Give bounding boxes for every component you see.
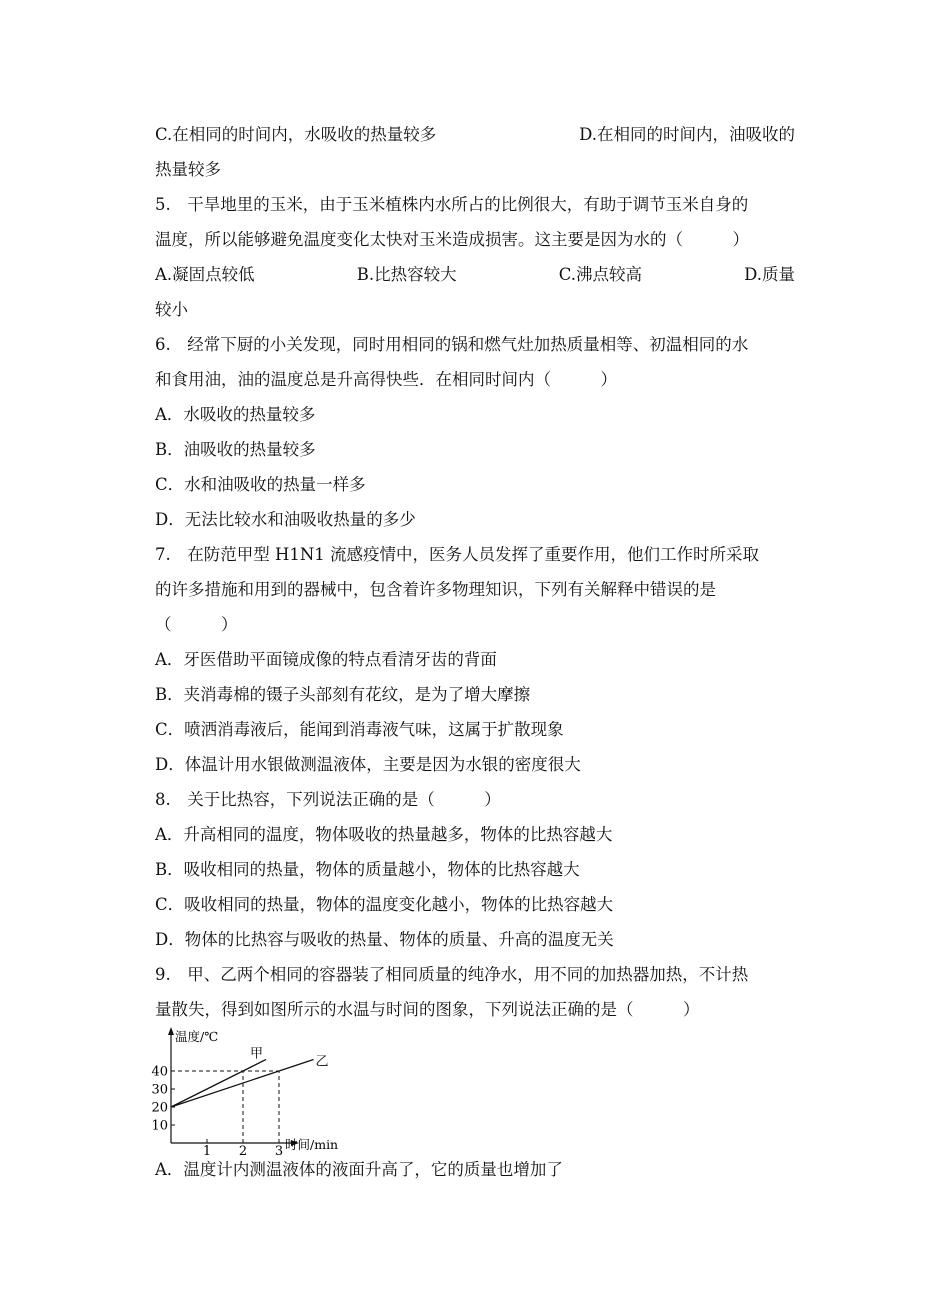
q7-option-b: B．夹消毒棉的镊子头部刻有花纹，是为了增大摩擦 (155, 685, 531, 704)
q5-stem-line2: 温度，所以能够避免温度变化太快对玉米造成损害。这主要是因为水的（ ） (155, 230, 749, 249)
q9-stem-line2: 量散失，得到如图所示的水温与时间的图象，下列说法正确的是（ ） (155, 1000, 700, 1019)
temperature-time-chart (145, 1025, 365, 1155)
q7-option-c: C．喷洒消毒液后，能闻到消毒液气味，这属于扩散现象 (155, 720, 564, 739)
x-tick-label: 1 (202, 1144, 212, 1155)
q8-stem: 8. 关于比热容，下列说法正确的是（ ） (155, 790, 501, 809)
y-axis-label: 温度/℃ (175, 1029, 219, 1044)
q9-stem-line1: 9. 甲、乙两个相同的容器装了相同质量的纯净水，用不同的加热器加热，不计热 (155, 965, 749, 984)
q5-option-b: B.比热容较大 (356, 265, 457, 284)
q4-option-d: D.在相同的时间内，油吸收的 (579, 125, 795, 144)
q6-option-d: D．无法比较水和油吸收热量的多少 (155, 510, 416, 529)
y-tick-label: 40 (151, 1064, 168, 1080)
q5-options (155, 264, 795, 286)
q4-option-c: C.在相同的时间内，水吸收的热量较多 (155, 125, 437, 144)
q7-option-d: D．体温计用水银做测温液体，主要是因为水银的密度很大 (155, 755, 581, 774)
x-tick-label: 2 (238, 1144, 248, 1155)
q4-option-d-cont: 热量较多 (155, 160, 221, 179)
q6-stem-line1: 6. 经常下厨的小关发现，同时用相同的锅和燃气灶加热质量相等、初温相同的水 (155, 335, 749, 354)
q8-option-c: C．吸收相同的热量，物体的温度变化越小，物体的比热容越大 (155, 895, 614, 914)
q6-stem-line2: 和食用油，油的温度总是升高得快些．在相同时间内（ ） (155, 370, 617, 389)
y-axis-arrow (168, 1027, 174, 1035)
series-line-1 (171, 1059, 266, 1107)
q8-option-b: B．吸收相同的热量，物体的质量越小，物体的比热容越大 (155, 860, 580, 879)
series-line-2 (171, 1059, 314, 1107)
y-tick-label: 30 (151, 1082, 168, 1098)
q5-option-d: D.质量 (744, 265, 795, 284)
q7-stem-line2: 的许多措施和用到的器械中，包含着许多物理知识，下列有关解释中错误的是 (155, 580, 716, 599)
q6-option-c: C．水和油吸收的热量一样多 (155, 475, 366, 494)
q5-option-c: C.沸点较高 (558, 265, 642, 284)
q7-option-a: A．牙医借助平面镜成像的特点看清牙齿的背面 (155, 650, 497, 669)
q8-option-a: A．升高相同的温度，物体吸收的热量越多，物体的比热容越大 (155, 825, 613, 844)
q8-option-d: D．物体的比热容与吸收的热量、物体的质量、升高的温度无关 (155, 930, 614, 949)
q6-option-a: A．水吸收的热量较多 (155, 405, 316, 424)
y-tick-label: 20 (151, 1100, 168, 1116)
y-tick-label: 10 (151, 1118, 168, 1134)
q5-option-d-cont: 较小 (155, 300, 188, 319)
q6-option-b: B．油吸收的热量较多 (155, 440, 316, 459)
q4-options-cd (155, 124, 795, 146)
series-label-2: 乙 (315, 1054, 329, 1070)
q5-stem-line1: 5. 干旱地里的玉米，由于玉米植株内水所占的比例很大，有助于调节玉米自身的 (155, 195, 749, 214)
x-axis-label: 时间/min (285, 1137, 339, 1152)
q5-option-a: A.凝固点较低 (155, 265, 255, 284)
x-tick-label: 3 (274, 1144, 284, 1155)
series-label-1: 甲 (250, 1046, 264, 1062)
q9-option-a: A．温度计内测温液体的液面升高了，它的质量也增加了 (155, 1160, 563, 1179)
q7-stem-line1: 7. 在防范甲型 H1N1 流感疫情中，医务人员发挥了重要作用，他们工作时所采取 (155, 545, 760, 564)
q7-stem-line3: （ ） (155, 615, 238, 634)
